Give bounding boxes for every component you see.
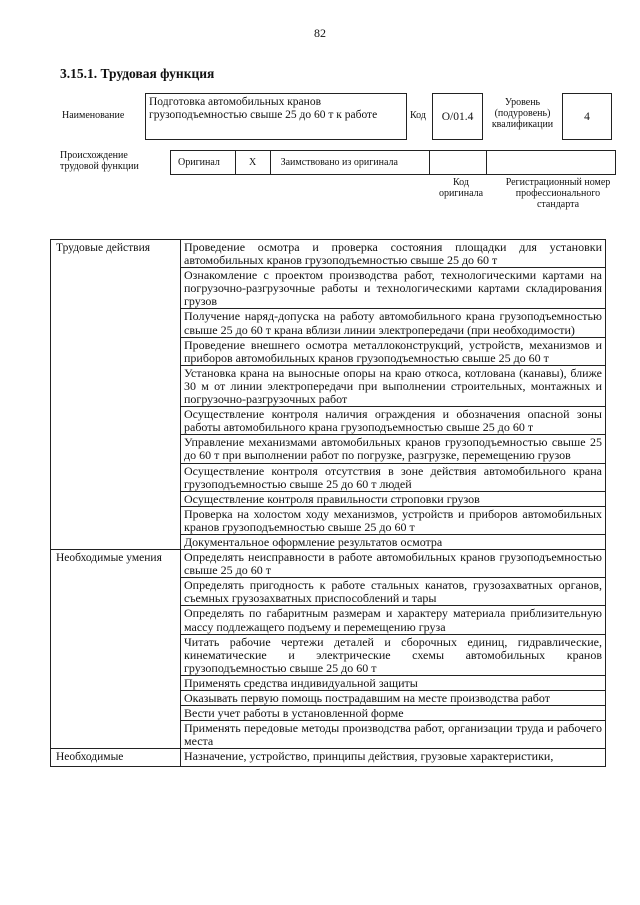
table-row (51, 749, 606, 767)
section-item-cell: Оказывать первую помощь пострадавшим на месте производства работ (181, 691, 606, 706)
function-details-table (50, 239, 606, 767)
section-item-cell: Определять неисправности в работе автомобильных кранов грузоподъемностью свыше 25 до 60 т (181, 550, 606, 578)
page-number: 82 (314, 26, 326, 40)
origin-borrowed-cell: Заимствовано из оригинала (271, 151, 430, 174)
origin-label: Происхождение трудовой функции (60, 150, 139, 172)
section-item-cell: Вести учет работы в установленной форме (181, 706, 606, 721)
origin-mark-cell: X (236, 151, 271, 174)
section-item-cell: Получение наряд-допуска на работу автомобильного крана грузоподъемностью свыше 25 до 60 т крана вблизи линии электропередачи (при необходимости) (181, 309, 606, 337)
section-item-cell: Проведение внешнего осмотра металлоконструкций, устройств, механизмов и приборов автомобильных кранов грузоподъемностью свыше 25 до 60 т (181, 337, 606, 365)
name-label: Наименование (62, 110, 125, 121)
code-label: Код (410, 110, 426, 121)
qualification-level-field: 4 (562, 93, 612, 140)
table-row (51, 240, 606, 268)
section-item-cell: Применять передовые методы производства работ, организации труда и рабочего места (181, 721, 606, 749)
registration-number-caption: Регистрационный номер профессионального стандарта (505, 177, 611, 210)
table-row (51, 550, 606, 578)
function-code-field: О/01.4 (432, 93, 483, 140)
section-item-cell: Назначение, устройство, принципы действия, грузовые характеристики, (181, 749, 606, 767)
section-item-cell: Проверка на холостом ходу механизмов, устройств и приборов автомобильных кранов грузоподъемностью свыше 25 до 60 т (181, 506, 606, 534)
function-name-field: Подготовка автомобильных кранов грузоподъемностью свыше 25 до 60 т к работе (145, 93, 407, 140)
origin-code-cell (430, 151, 487, 174)
origin-registration-cell (487, 151, 615, 174)
section-category-cell: Необходимые умения (51, 550, 181, 749)
code-original-caption: Код оригинала (438, 177, 484, 199)
origin-row (170, 150, 616, 175)
section-item-cell: Применять средства индивидуальной защиты (181, 675, 606, 690)
origin-original-cell: Оригинал (171, 151, 236, 174)
section-item-cell: Определять пригодность к работе стальных канатов, грузозахватных органов, съемных грузозахватных приспособлений и тары (181, 578, 606, 606)
section-item-cell: Проведение осмотра и проверка состояния площадки для установки автомобильных кранов грузоподъемностью свыше 25 до 60 т (181, 240, 606, 268)
section-category-cell: Необходимые (51, 749, 181, 767)
section-item-cell: Осуществление контроля правильности строповки грузов (181, 491, 606, 506)
section-item-cell: Определять по габаритным размерам и характеру материала приблизительную массу подлежащего подъему и перемещению груза (181, 606, 606, 634)
section-item-cell: Осуществление контроля наличия ограждения и обозначения опасной зоны работы автомобильного крана грузоподъемностью свыше 25 до 60 т (181, 407, 606, 435)
section-category-cell: Трудовые действия (51, 240, 181, 550)
section-item-cell: Установка крана на выносные опоры на краю откоса, котлована (канавы), ближе 30 м от линии электропередачи при выполнении строительных, монтажных и погрузочно-разгрузочных работ (181, 365, 606, 406)
section-item-cell: Осуществление контроля отсутствия в зоне действия автомобильного крана грузоподъемностью свыше 25 до 60 т людей (181, 463, 606, 491)
section-item-cell: Ознакомление с проектом производства работ, технологическими картами на погрузочно-разгрузочные работы и технологическими картами складирования грузов (181, 268, 606, 309)
qualification-level-label: Уровень (подуровень) квалификации (491, 97, 554, 130)
section-item-cell: Читать рабочие чертежи деталей и сборочных единиц, гидравлические, кинематические и электрические схемы автомобильных кранов грузоподъемностью свыше 25 до 60 т (181, 634, 606, 675)
section-title: 3.15.1. Трудовая функция (60, 66, 215, 81)
section-item-cell: Документальное оформление результатов осмотра (181, 534, 606, 549)
section-item-cell: Управление механизмами автомобильных кранов грузоподъемностью свыше 25 до 60 т при выполнении работ по погрузке, разгрузке, перемещению грузов (181, 435, 606, 463)
